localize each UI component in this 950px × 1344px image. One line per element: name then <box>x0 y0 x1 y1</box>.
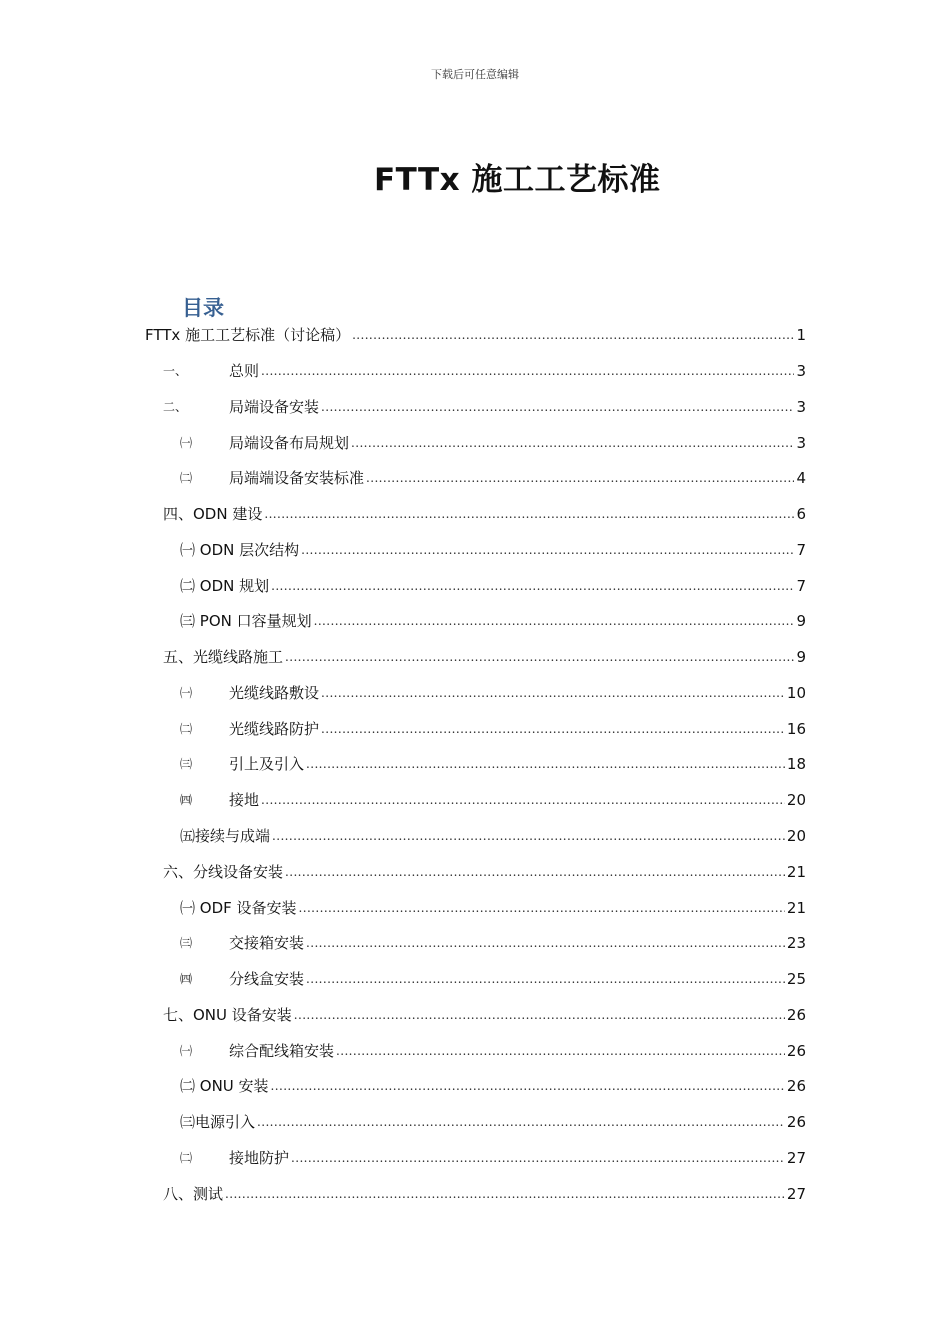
toc-entry-label: ㈠ ODF 设备安装 <box>180 899 297 917</box>
toc-entry[interactable] <box>180 752 806 774</box>
toc-entry-number: ㈡ <box>180 722 193 736</box>
toc-dot-leader <box>257 1112 785 1132</box>
toc-entry-label: ㈢电源引入 <box>180 1113 256 1131</box>
toc-dot-leader <box>321 719 785 739</box>
toc-entry-page-number: 10 <box>786 684 806 702</box>
toc-entry-label: 局端端设备安装标准 <box>229 469 365 487</box>
toc-entry-page-number: 20 <box>786 791 806 809</box>
toc-entry[interactable] <box>163 1003 806 1025</box>
toc-entry-page-number: 4 <box>796 469 806 487</box>
toc-dot-leader <box>306 754 785 774</box>
toc-entry-label: 交接箱安装 <box>229 934 305 952</box>
toc-entry-label: ㈤接续与成端 <box>180 827 271 845</box>
toc-entry-page-number: 7 <box>796 541 806 559</box>
toc-entry-page-number: 3 <box>796 362 806 380</box>
toc-dot-leader <box>271 1076 785 1096</box>
toc-dot-leader <box>271 576 794 596</box>
toc-entry[interactable] <box>163 359 806 381</box>
toc-entry-number: ㈠ <box>180 686 193 700</box>
toc-dot-leader <box>314 611 795 631</box>
toc-entry-label: 接地防护 <box>229 1149 290 1167</box>
toc-entry-page-number: 26 <box>786 1006 806 1024</box>
toc-entry[interactable] <box>180 1110 806 1132</box>
toc-entry[interactable] <box>163 860 806 882</box>
toc-entry-label: 局端设备安装 <box>229 398 320 416</box>
toc-entry-page-number: 20 <box>786 827 806 845</box>
toc-entry-label: FTTx 施工工艺标准（讨论稿） <box>145 326 351 344</box>
toc-entry-page-number: 26 <box>786 1077 806 1095</box>
toc-entry[interactable] <box>180 896 806 918</box>
toc-dot-leader <box>294 1005 785 1025</box>
toc-entry-label: 接地 <box>229 791 260 809</box>
toc-entry-number: ㈠ <box>180 1044 193 1058</box>
toc-entry-label: 总则 <box>229 362 260 380</box>
toc-dot-leader <box>336 1041 785 1061</box>
toc-entry-page-number: 27 <box>786 1185 806 1203</box>
toc-dot-leader <box>225 1184 785 1204</box>
toc-dot-leader <box>285 647 794 667</box>
toc-entry-page-number: 26 <box>786 1113 806 1131</box>
toc-entry-page-number: 9 <box>796 612 806 630</box>
toc-entry[interactable] <box>180 967 806 989</box>
toc-entry[interactable] <box>163 395 806 417</box>
toc-dot-leader <box>352 325 794 345</box>
toc-entry-page-number: 1 <box>796 326 806 344</box>
toc-entry-page-number: 25 <box>786 970 806 988</box>
toc-dot-leader <box>285 862 785 882</box>
toc-entry-number: ㈣ <box>180 793 193 807</box>
toc-entry-page-number: 3 <box>796 398 806 416</box>
toc-entry[interactable] <box>163 502 806 524</box>
toc-entry-page-number: 26 <box>786 1042 806 1060</box>
toc-entry[interactable] <box>180 1146 806 1168</box>
toc-entry[interactable] <box>145 323 806 345</box>
toc-dot-leader <box>299 898 785 918</box>
toc-dot-leader <box>301 540 794 560</box>
toc-entry[interactable] <box>180 824 806 846</box>
toc-entry-page-number: 6 <box>796 505 806 523</box>
toc-entry[interactable] <box>180 466 806 488</box>
toc-entry-number: 一、 <box>163 364 188 378</box>
toc-entry-label: ㈡ ONU 安装 <box>180 1077 269 1095</box>
toc-entry-label: ㈠ ODN 层次结构 <box>180 541 300 559</box>
toc-entry[interactable] <box>163 645 806 667</box>
toc-dot-leader <box>306 969 785 989</box>
toc-entry-label: 光缆线路敷设 <box>229 684 320 702</box>
toc-entry[interactable] <box>180 1074 806 1096</box>
toc-entry[interactable] <box>180 1039 806 1061</box>
toc-entry-number: ㈣ <box>180 972 193 986</box>
toc-entry-page-number: 23 <box>786 934 806 952</box>
toc-entry-number: ㈢ <box>180 936 193 950</box>
toc-entry-page-number: 16 <box>786 720 806 738</box>
toc-entry-number: ㈡ <box>180 471 193 485</box>
toc-dot-leader <box>264 504 794 524</box>
toc-entry-page-number: 21 <box>786 899 806 917</box>
toc-entry-label: 七、ONU 设备安装 <box>163 1006 292 1024</box>
toc-entry[interactable] <box>180 431 806 453</box>
toc-entry-number: ㈠ <box>180 436 193 450</box>
toc-entry-page-number: 7 <box>796 577 806 595</box>
toc-entry-label: 八、测试 <box>163 1185 224 1203</box>
toc-entry[interactable] <box>180 681 806 703</box>
toc-entry-label: 六、分线设备安装 <box>163 863 284 881</box>
toc-dot-leader <box>261 361 794 381</box>
toc-entry-label: 五、光缆线路施工 <box>163 648 284 666</box>
toc-entry-label: ㈡ ODN 规划 <box>180 577 270 595</box>
toc-entry-number: ㈡ <box>180 1151 193 1165</box>
toc-dot-leader <box>272 826 785 846</box>
toc-entry-page-number: 9 <box>796 648 806 666</box>
toc-entry[interactable] <box>163 1182 806 1204</box>
toc-entry-label: 四、ODN 建设 <box>163 505 263 523</box>
toc-entry-label: ㈢ PON 口容量规划 <box>180 612 312 630</box>
toc-entry-page-number: 27 <box>786 1149 806 1167</box>
toc-entry[interactable] <box>180 788 806 810</box>
toc-dot-leader <box>366 468 794 488</box>
toc-dot-leader <box>306 933 785 953</box>
page-header: 下载后可任意编辑 <box>431 68 519 81</box>
toc-entry-label: 光缆线路防护 <box>229 720 320 738</box>
toc-dot-leader <box>261 790 785 810</box>
toc-entry-number: 二、 <box>163 400 188 414</box>
toc-entry-label: 引上及引入 <box>229 755 305 773</box>
toc-entry-label: 综合配线箱安装 <box>229 1042 335 1060</box>
toc-entry[interactable] <box>180 609 806 631</box>
toc-dot-leader <box>321 683 785 703</box>
toc-entry-label: 分线盒安装 <box>229 970 305 988</box>
toc-entry-label: 局端设备布局规划 <box>229 434 350 452</box>
toc-dot-leader <box>291 1148 785 1168</box>
toc-heading: 目录 <box>182 296 224 320</box>
toc-entry[interactable] <box>180 538 806 560</box>
toc-entry-number: ㈢ <box>180 757 193 771</box>
toc-entry-page-number: 3 <box>796 434 806 452</box>
toc-dot-leader <box>351 433 794 453</box>
toc-dot-leader <box>321 397 794 417</box>
toc-entry[interactable] <box>180 931 806 953</box>
toc-entry-page-number: 18 <box>786 755 806 773</box>
toc-entry[interactable] <box>180 574 806 596</box>
toc-entry-page-number: 21 <box>786 863 806 881</box>
document-title: FTTx 施工工艺标准 <box>374 162 661 198</box>
toc-entry[interactable] <box>180 717 806 739</box>
